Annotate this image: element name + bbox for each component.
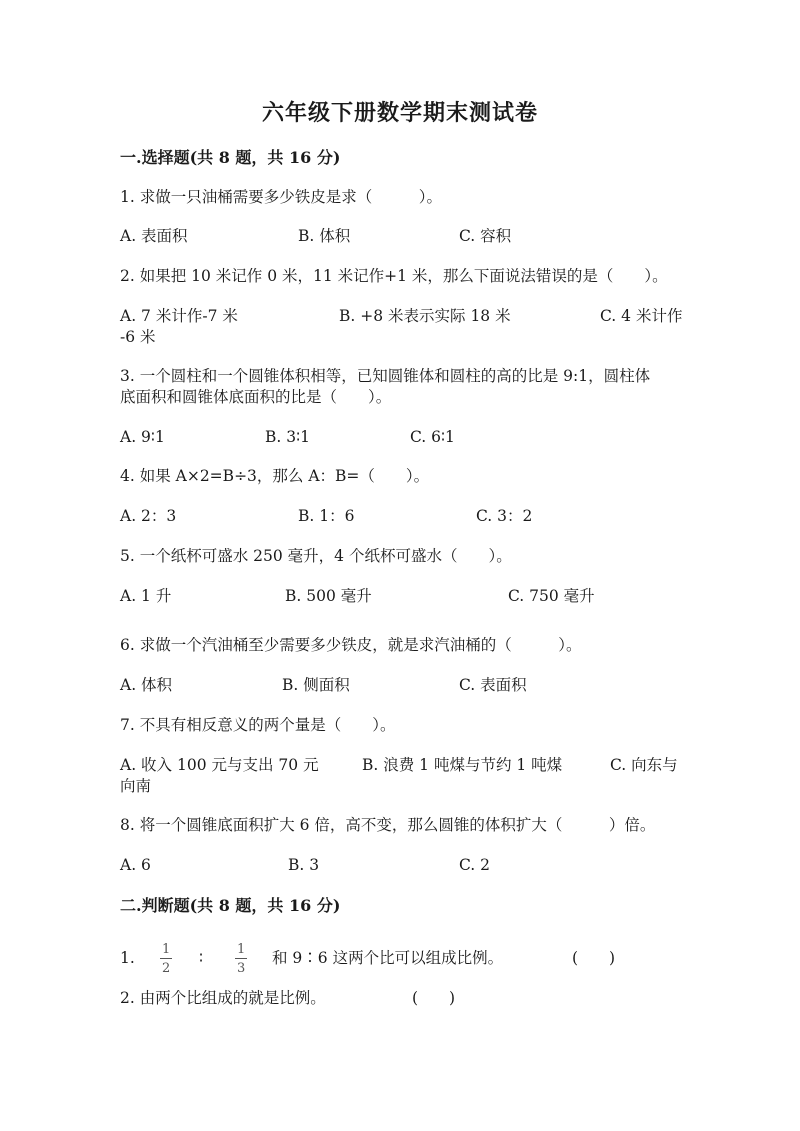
option-b: B. 3 <box>288 856 320 874</box>
option-c: C. 750 毫升 <box>508 587 595 605</box>
option-a: A. 收入 100 元与支出 70 元 <box>120 756 319 774</box>
fraction-denominator: 2 <box>162 961 171 976</box>
option-c: C. 向东与 <box>610 756 678 774</box>
question-5: 5. 一个纸杯可盛水 250 毫升，4 个纸杯可盛水（ ）。 <box>120 547 512 565</box>
answer-blank: ( ) <box>412 989 456 1007</box>
option-b: B. 3∶1 <box>265 428 311 446</box>
option-b: B. 浪费 1 吨煤与节约 1 吨煤 <box>362 756 563 774</box>
option-c: C. 3：2 <box>476 507 533 525</box>
option-c-continued: 向南 <box>120 777 152 795</box>
fraction-numerator: 1 <box>162 942 171 957</box>
option-a: A. 体积 <box>120 676 173 694</box>
question-3-continued: 底面积和圆锥体底面积的比是（ ）。 <box>120 388 392 406</box>
option-c: C. 6∶1 <box>410 428 455 446</box>
question-4: 4. 如果 A×2=B÷3，那么 A：B=（ ）。 <box>120 467 430 485</box>
option-b: B. +8 米表示实际 18 米 <box>339 307 511 325</box>
option-a: A. 1 升 <box>120 587 172 605</box>
judgement-1-number: 1. <box>120 949 135 967</box>
option-c: C. 容积 <box>459 227 512 245</box>
option-c: C. 4 米计作 <box>600 307 683 325</box>
ratio-colon: ∶ <box>199 949 204 967</box>
option-b: B. 体积 <box>298 227 351 245</box>
judgement-1-text: 和 9∶6 这两个比可以组成比例。 <box>272 949 504 967</box>
option-a: A. 表面积 <box>120 227 188 245</box>
option-c-continued: -6 米 <box>120 328 156 346</box>
option-b: B. 500 毫升 <box>285 587 372 605</box>
fraction-one-half <box>160 943 172 975</box>
question-8: 8. 将一个圆锥底面积扩大 6 倍，高不变，那么圆锥的体积扩大（ ）倍。 <box>120 816 656 834</box>
question-1: 1. 求做一只油桶需要多少铁皮是求（ ）。 <box>120 188 442 206</box>
fraction-denominator: 3 <box>237 961 246 976</box>
option-b: B. 1：6 <box>298 507 355 525</box>
option-c: C. 表面积 <box>459 676 527 694</box>
option-b: B. 侧面积 <box>282 676 350 694</box>
question-3: 3. 一个圆柱和一个圆锥体积相等，已知圆锥体和圆柱的高的比是 9:1，圆柱体 <box>120 367 651 385</box>
option-c: C. 2 <box>459 856 491 874</box>
section-heading-choice: 一.选择题(共 8 题，共 16 分) <box>120 148 341 167</box>
option-a: A. 7 米计作-7 米 <box>120 307 238 325</box>
fraction-one-third <box>235 943 247 975</box>
page-title: 六年级下册数学期末测试卷 <box>261 100 538 126</box>
judgement-2: 2. 由两个比组成的就是比例。 <box>120 989 326 1007</box>
answer-blank: ( ) <box>572 949 616 967</box>
question-2: 2. 如果把 10 米记作 0 米，11 米记作+1 米，那么下面说法错误的是（ ）。 <box>120 267 668 285</box>
option-a: A. 2：3 <box>120 507 177 525</box>
question-7: 7. 不具有相反意义的两个量是（ ）。 <box>120 716 396 734</box>
option-a: A. 9∶1 <box>120 428 165 446</box>
option-a: A. 6 <box>120 856 151 874</box>
question-6: 6. 求做一个汽油桶至少需要多少铁皮，就是求汽油桶的（ ）。 <box>120 636 582 654</box>
fraction-numerator: 1 <box>237 942 246 957</box>
section-heading-judgement: 二.判断题(共 8 题，共 16 分) <box>120 896 341 915</box>
